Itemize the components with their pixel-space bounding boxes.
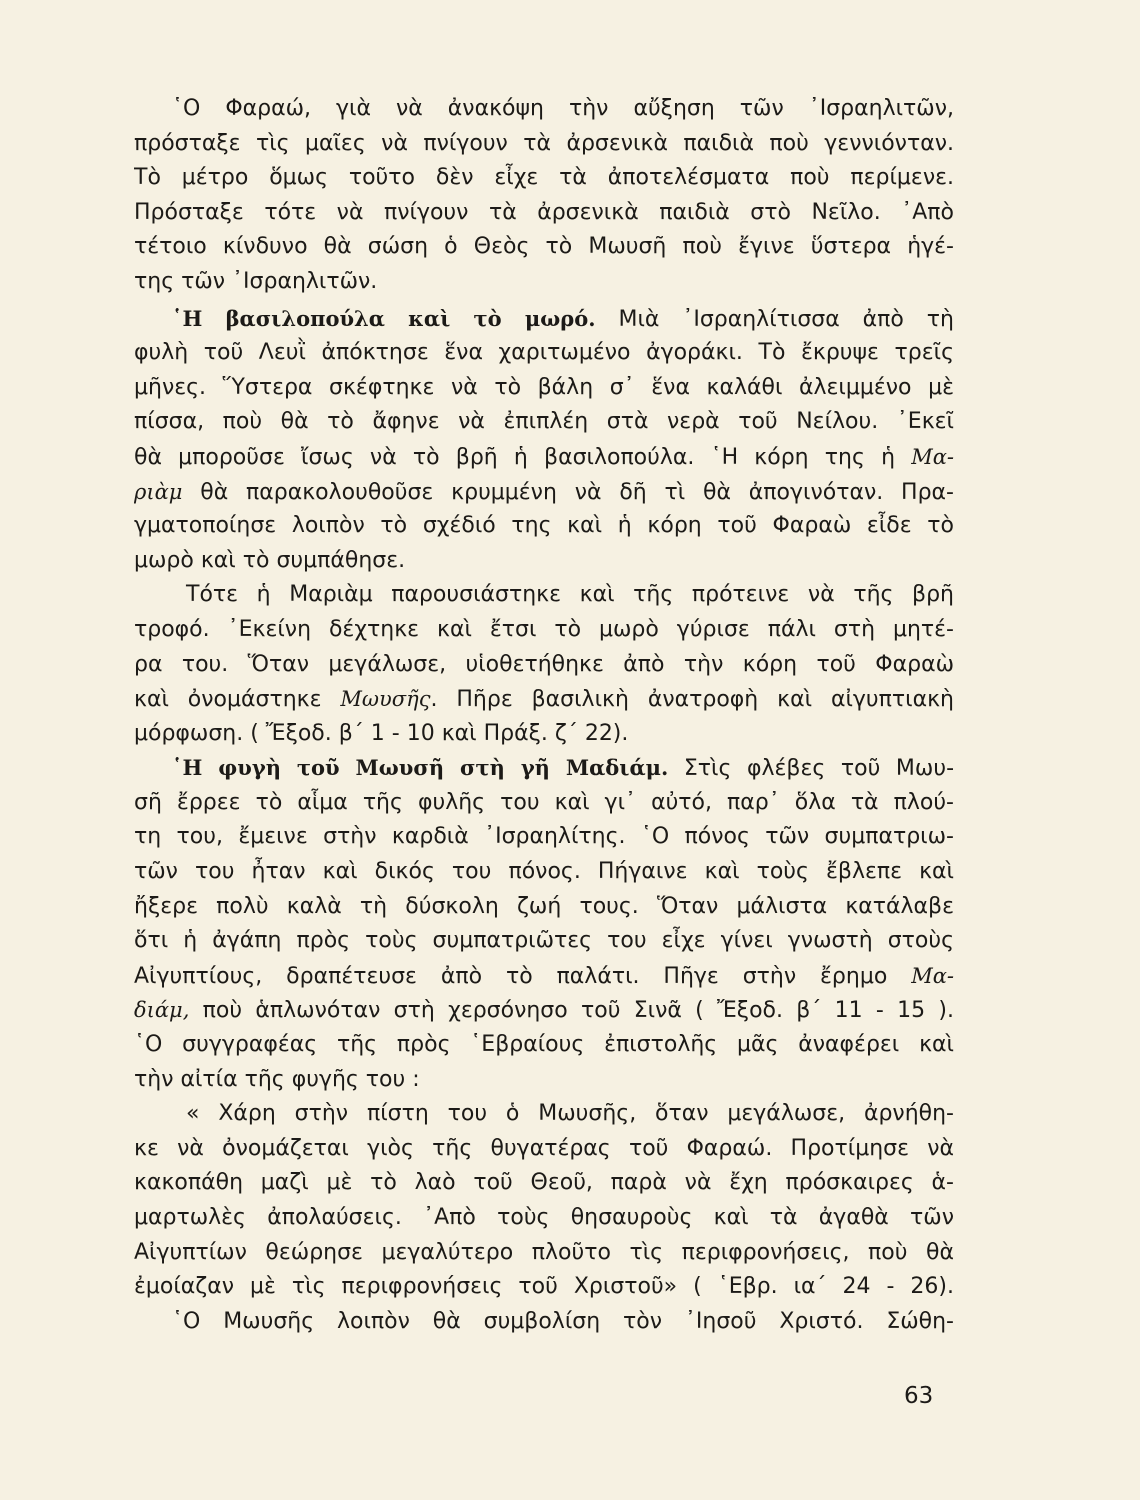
text-line: φυλὴ τοῦ Λευῒ ἀπόκτησε ἕνα χαριτωμένο ἀγοράκι. Τὸ ἔκρυψε τρεῖς — [134, 340, 954, 366]
text-line: μωρὸ καὶ τὸ συμπάθησε. — [134, 547, 406, 573]
text-line: πίσσα, ποὺ θὰ τὸ ἄφηνε νὰ ἐπιπλέη στὰ νερὰ τοῦ Νείλου. ᾿Εκεῖ — [134, 409, 954, 435]
text-line — [134, 751, 954, 786]
text-span: . Πῆρε βασιλικὴ ἀνατροφὴ καὶ αἰγυπτιακὴ — [430, 687, 954, 713]
text-line — [134, 682, 954, 717]
section-heading: ῾Η βασιλοπούλα καὶ τὸ μωρό. — [172, 305, 596, 331]
italic-name: διάμ, — [134, 998, 190, 1023]
text-line — [134, 475, 954, 510]
text-span: Μιὰ ᾿Ισραηλίτισσα ἀπὸ τὴ — [595, 306, 954, 332]
text-line: ὅτι ἡ ἀγάπη πρὸς τοὺς συμπατριῶτες του εἶχε γίνει γνωστὴ στοὺς — [134, 928, 954, 954]
text-span: Στὶς φλέβες τοῦ Μωυ- — [668, 756, 954, 782]
text-line: της τῶν ᾿Ισραηλιτῶν. — [134, 268, 378, 294]
text-line: μαρτωλὲς ἀπολαύσεις. ᾿Απὸ τοὺς θησαυροὺς καὶ τὰ ἀγαθὰ τῶν — [134, 1205, 954, 1230]
body-text — [134, 92, 954, 1339]
italic-name: Μωυσῆς — [340, 687, 431, 712]
text-line: Πρόσταξε τότε νὰ πνίγουν τὰ ἀρσενικὰ παιδιὰ στὸ Νεῖλο. ᾿Απὸ — [134, 199, 954, 225]
text-line: κακοπάθη μαζὶ μὲ τὸ λαὸ τοῦ Θεοῦ, παρὰ νὰ ἔχη πρόσκαιρες ἁ- — [134, 1170, 954, 1196]
text-line — [134, 440, 954, 475]
text-line: ἤξερε πολὺ καλὰ τὴ δύσκολη ζωή τους. Ὅταν μάλιστα κατάλαβε — [134, 893, 954, 919]
text-line: « Χάρη στὴν πίστη του ὁ Μωυσῆς, ὅταν μεγάλωσε, ἀρνήθη- — [186, 1101, 954, 1127]
page-number: 63 — [904, 1383, 934, 1409]
text-span: Αἰγυπτίους, δραπέτευσε ἀπὸ τὸ παλάτι. Πῆγε στὴν ἔρημο — [134, 963, 888, 989]
text-line: τη του, ἔμεινε στὴν καρδιὰ ᾿Ισραηλίτης. ῾Ο πόνος τῶν συμπατριω- — [134, 824, 954, 850]
text-line: Αἰγυπτίων θεώρησε μεγαλύτερο πλοῦτο τὶς περιφρονήσεις, ποὺ θὰ — [134, 1239, 954, 1265]
text-line — [134, 959, 954, 994]
italic-name: ριὰμ — [134, 479, 183, 504]
text-line: τὴν αἰτία τῆς φυγῆς του : — [134, 1066, 420, 1092]
text-span: θὰ παρακολουθοῦσε κρυμμένη νὰ δῆ τὶ θὰ ἀπογινόταν. Πρα- — [182, 479, 954, 505]
text-line: ῾Ο Φαραώ, γιὰ νὰ ἀνακόψη τὴν αὔξηση τῶν ᾿Ισραηλιτῶν, — [172, 96, 954, 121]
text-line: τροφό. ᾿Εκείνη δέχτηκε καὶ ἔτσι τὸ μωρὸ γύρισε πάλι στὴ μητέ- — [134, 616, 954, 642]
text-span: θὰ μποροῦσε ἴσως νὰ τὸ βρῆ ἡ βασιλοπούλα. ῾Η κόρη της ἡ — [134, 444, 896, 470]
text-line: μόρφωση. ( Ἔξοδ. β΄ 1 - 10 καὶ Πράξ. ζ΄ 22). — [134, 720, 629, 746]
text-line: τέτοιο κίνδυνο θὰ σώση ὁ Θεὸς τὸ Μωυσῆ ποὺ ἔγινε ὕστερα ἡγέ- — [134, 234, 954, 260]
text-line: σῆ ἔρρεε τὸ αἷμα τῆς φυλῆς του καὶ γι᾿ αὐτό, παρ᾿ ὅλα τὰ πλού- — [134, 789, 954, 815]
text-line — [134, 302, 954, 337]
italic-name: Μα- — [911, 963, 954, 988]
text-line: Τὸ μέτρο ὅμως τοῦτο δὲν εἶχε τὰ ἀποτελέσματα ποὺ περίμενε. — [134, 165, 954, 191]
text-line: πρόσταξε τὶς μαῖες νὰ πνίγουν τὰ ἀρσενικὰ παιδιὰ ποὺ γεννιόνταν. — [134, 130, 954, 156]
text-line: ἐμοίαζαν μὲ τὶς περιφρονήσεις τοῦ Χριστοῦ» ( ῾Εβρ. ια΄ 24 - 26). — [134, 1274, 954, 1300]
italic-name: Μα- — [911, 444, 954, 469]
text-line: γματοποίησε λοιπὸν τὸ σχέδιό της καὶ ἡ κόρη τοῦ Φαραὼ εἶδε τὸ — [134, 513, 954, 539]
text-line: τῶν του ἦταν καὶ δικός του πόνος. Πήγαινε καὶ τοὺς ἔβλεπε καὶ — [134, 859, 954, 885]
text-span: καὶ ὀνομάστηκε — [134, 687, 341, 713]
text-line: ῾Ο Μωυσῆς λοιπὸν θὰ συμβολίση τὸν ᾿Ιησοῦ Χριστό. Σώθη- — [172, 1308, 954, 1334]
text-span: ποὺ ἁπλωνόταν στὴ χερσόνησο τοῦ Σινᾶ ( Ἔξοδ. β΄ 11 - 15 ). — [189, 998, 954, 1024]
text-line: ῾Ο συγγραφέας τῆς πρὸς ῾Εβραίους ἐπιστολῆς μᾶς ἀναφέρει καὶ — [134, 1032, 954, 1058]
text-line: ρα του. Ὅταν μεγάλωσε, υἱοθετήθηκε ἀπὸ τὴν κόρη τοῦ Φαραὼ — [134, 651, 954, 677]
text-line: Τότε ἡ Μαριὰμ παρουσιάστηκε καὶ τῆς πρότεινε νὰ τῆς βρῆ — [186, 582, 954, 608]
text-line — [134, 993, 954, 1028]
text-line: κε νὰ ὀνομάζεται γιὸς τῆς θυγατέρας τοῦ Φαραώ. Προτίμησε νὰ — [134, 1135, 954, 1161]
section-heading: ῾Η φυγὴ τοῦ Μωυσῆ στὴ γῆ Μαδιάμ. — [172, 755, 669, 781]
text-line: μῆνες. Ὕστερα σκέφτηκε νὰ τὸ βάλη σ᾿ ἕνα καλάθι ἀλειμμένο μὲ — [134, 374, 954, 400]
